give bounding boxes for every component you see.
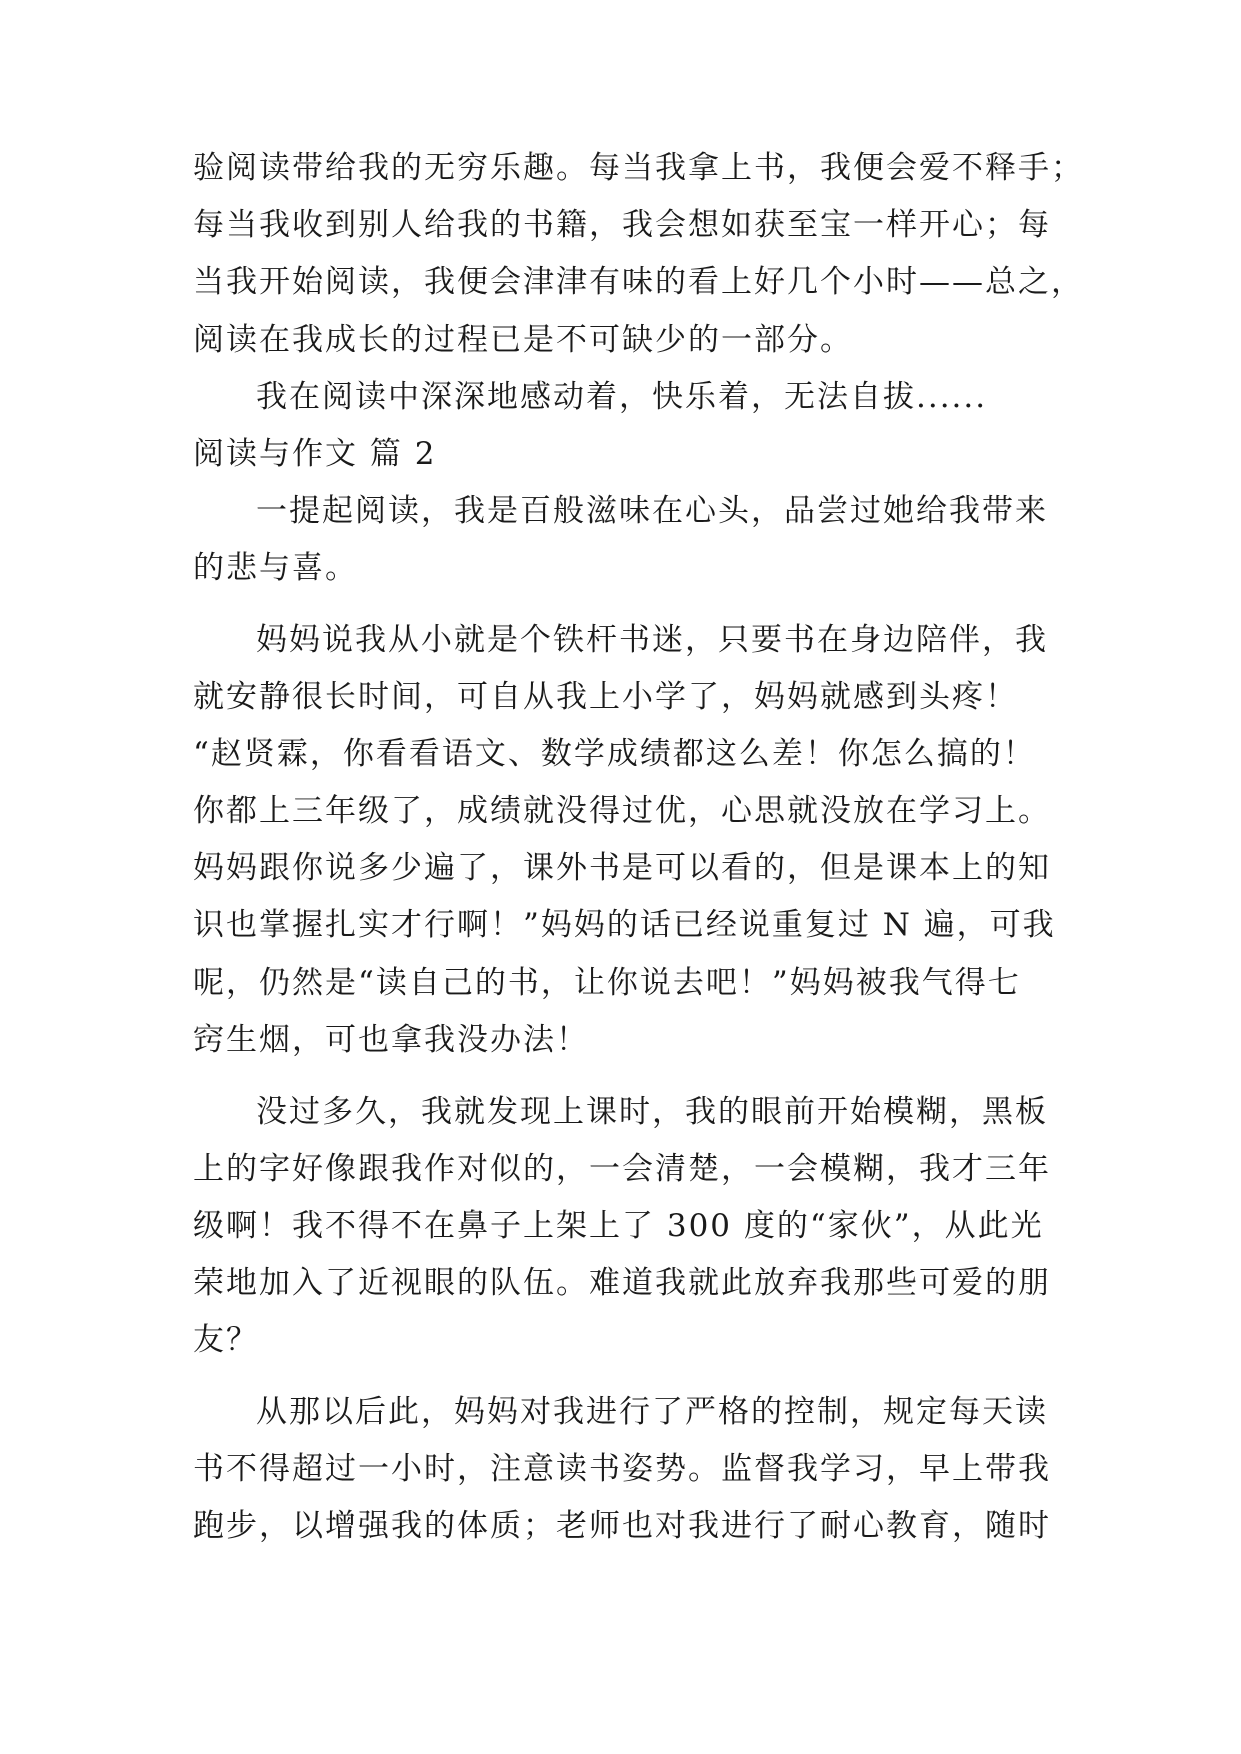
text-line: 友？ [193,1322,259,1358]
text-line: 每当我收到别人给我的书籍，我会想如获至宝一样开心；每 [193,207,1051,243]
text-line: 我在阅读中深深地感动着，快乐着，无法自拔...... [256,379,988,415]
text-line: 验阅读带给我的无穷乐趣。每当我拿上书，我便会爱不释手； [193,150,1084,186]
text-line: 级啊！我不得不在鼻子上架上了 300 度的“家伙”，从此光 [193,1208,1044,1244]
text-line: “赵贤霖，你看看语文、数学成绩都这么差！你怎么搞的！ [193,736,1036,772]
text-line: 荣地加入了近视眼的队伍。难道我就此放弃我那些可爱的朋 [193,1265,1051,1301]
text-line: 书不得超过一小时，注意读书姿势。监督我学习，早上带我 [193,1451,1051,1487]
text-line: 没过多久，我就发现上课时，我的眼前开始模糊，黑板 [256,1094,1048,1130]
text-line: 上的字好像跟我作对似的，一会清楚，一会模糊，我才三年 [193,1151,1051,1187]
text-line: 窍生烟，可也拿我没办法！ [193,1022,589,1058]
text-line: 从那以后此，妈妈对我进行了严格的控制，规定每天读 [256,1394,1048,1430]
text-line: 呢，仍然是“读自己的书，让你说去吧！”妈妈被我气得七 [193,965,1021,1001]
text-line: 识也掌握扎实才行啊！”妈妈的话已经说重复过 N 遍，可我 [193,907,1056,943]
section-heading: 阅读与作文 篇 2 [193,436,437,472]
text-line: 阅读在我成长的过程已是不可缺少的一部分。 [193,322,853,358]
text-line: 妈妈跟你说多少遍了，课外书是可以看的，但是课本上的知 [193,850,1051,886]
text-line: 一提起阅读，我是百般滋味在心头，品尝过她给我带来 [256,493,1048,529]
text-line: 你都上三年级了，成绩就没得过优，心思就没放在学习上。 [193,793,1051,829]
text-line: 妈妈说我从小就是个铁杆书迷，只要书在身边陪伴，我 [256,622,1048,658]
text-line: 就安静很长时间，可自从我上小学了，妈妈就感到头疼！ [193,679,1018,715]
text-line: 跑步，以增强我的体质；老师也对我进行了耐心教育，随时 [193,1508,1051,1544]
text-line: 当我开始阅读，我便会津津有味的看上好几个小时——总之， [193,264,1084,300]
text-line: 的悲与喜。 [193,550,358,586]
